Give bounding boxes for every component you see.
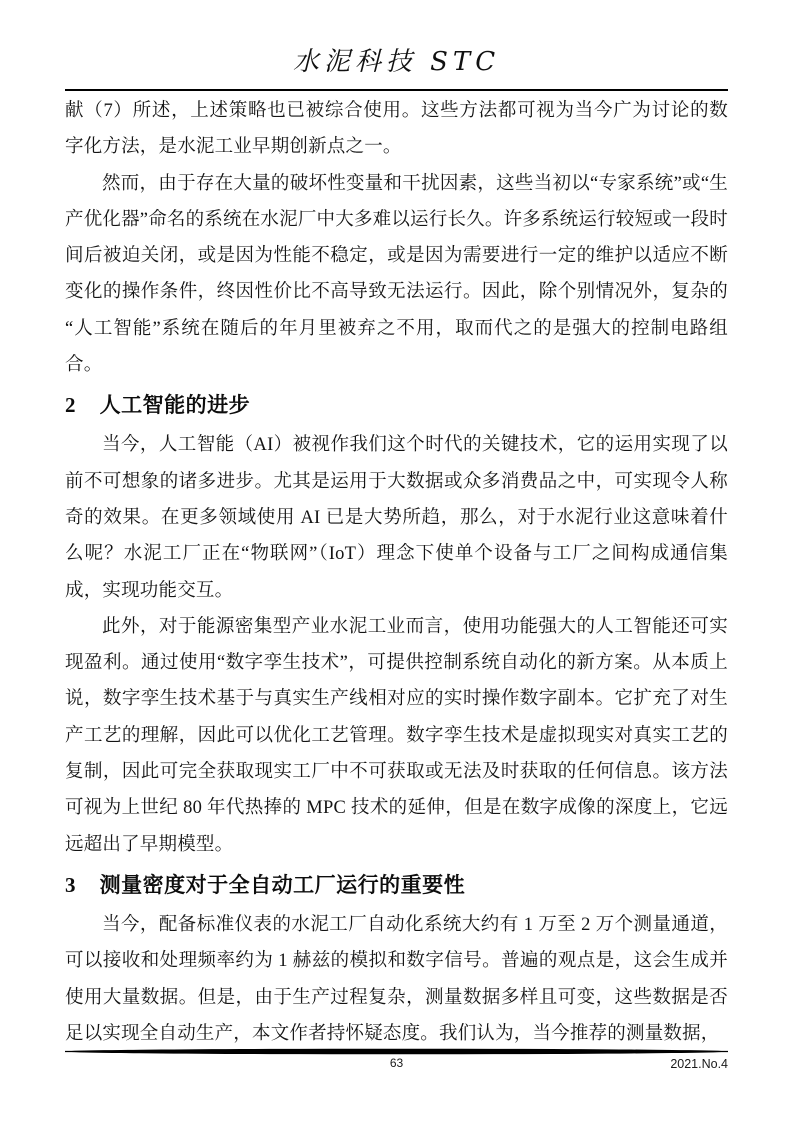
- footer-row: [65, 1056, 728, 1074]
- footer-rule-bar: [65, 1048, 728, 1055]
- page-footer: [65, 1048, 728, 1074]
- section-2-number: 2: [65, 393, 76, 418]
- issue-label: 2021.No.4: [670, 1057, 728, 1071]
- page-number: 63: [389, 1056, 404, 1070]
- page-content: [65, 0, 728, 1052]
- page-header: [65, 0, 728, 80]
- article-body: [65, 93, 728, 1052]
- journal-title: 水泥科技 STC: [292, 47, 501, 77]
- paragraph-ai-today: 当今，人工智能（AI）被视作我们这个时代的关键技术，它的运用实现了以前不可想象的诸多进步。尤其是运用于大数据或众多消费品之中，可实现令人称奇的效果。在更多领域使用 AI 已是大势所趋，那么，对于水泥行业这意味着什么呢？水泥工厂正在“物联网”（IoT）理念下使单个设备与工厂之间构成通信集成，实现功能交互。: [65, 435, 728, 601]
- section-2-title: 人工智能的进步: [99, 394, 251, 418]
- section-heading-2: [65, 391, 728, 420]
- paragraph-however: 然而，由于存在大量的破坏性变量和干扰因素，这些当初以“专家系统”或“生产优化器”命名的系统在水泥厂中大多难以运行长久。许多系统运行较短或一段时间后被迫关闭，或是因为性能不稳定，或是因为需要进行一定的维护以适应不断变化的操作条件，终因性价比不高导致无法运行。因此，除个别情况外，复杂的“人工智能”系统在随后的年月里被弃之不用，取而代之的是强大的控制电路组合。: [65, 173, 728, 376]
- section-heading-3: [65, 871, 728, 900]
- header-rule: [65, 89, 728, 91]
- paragraph-digital-twin: 此外，对于能源密集型产业水泥工业而言，使用功能强大的人工智能还可实现盈利。通过使用“数字孪生技术”，可提供控制系统自动化的新方案。从本质上说，数字孪生技术基于与真实生产线相对应的实时操作数字副本。它扩充了对生产工艺的理解，因此可以优化工艺管理。数字孪生技术是虚拟现实对真实工艺的复制，因此可完全获取现实工厂中不可获取或无法及时获取的任何信息。该方法可视为上世纪 80 年代热捧的 MPC 技术的延伸，但是在数字成像的深度上，它远远超出了早期模型。: [65, 616, 728, 855]
- section-3-title: 测量密度对于全自动工厂运行的重要性: [99, 873, 466, 897]
- paragraph-measurement: 当今，配备标准仪表的水泥工厂自动化系统大约有 1 万至 2 万个测量通道，可以接收和处理频率约为 1 赫兹的模拟和数字信号。普遍的观点是，这会生成并使用大量数据。但是，由于生产过程复杂，测量数据多样且可变，这些数据是否足以实现全自动生产，本文作者持怀疑态度。我们认为，当今推荐的测量数据，: [65, 914, 728, 1044]
- paragraph-continuation: 献（7）所述，上述策略也已被综合使用。这些方法都可视为当今广为讨论的数字化方法，是水泥工业早期创新点之一。: [65, 101, 728, 158]
- section-3-number: 3: [65, 872, 76, 897]
